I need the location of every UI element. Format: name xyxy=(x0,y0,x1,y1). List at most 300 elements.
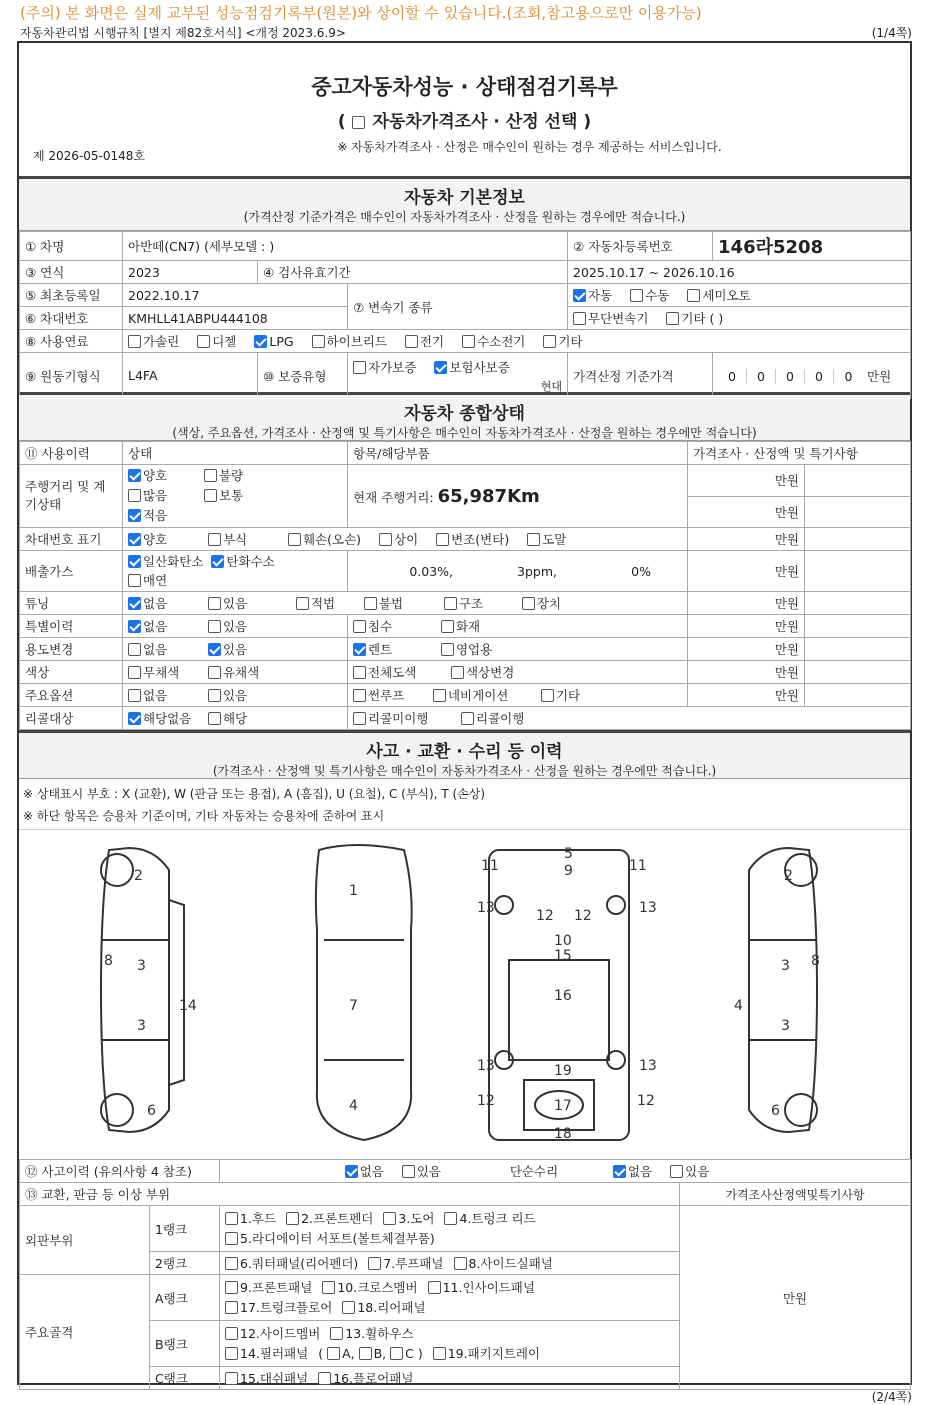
part-7-checkbox[interactable] xyxy=(368,1257,381,1270)
trans-etc-label: 기타 ( ) xyxy=(681,311,724,326)
rankB-label: B랭크 xyxy=(150,1321,220,1367)
warranty-self-label: 자가보증 xyxy=(368,359,417,375)
part-19-checkbox[interactable] xyxy=(433,1347,446,1360)
overall-header xyxy=(19,395,910,441)
recall-options xyxy=(123,707,348,730)
recall-done-label: 리콜이행 xyxy=(475,711,525,726)
part-12-checkbox[interactable] xyxy=(225,1327,238,1340)
co-label: 일산화탄소 xyxy=(143,554,204,569)
tuning-structure-label: 구조 xyxy=(458,596,484,611)
svg-text:14: 14 xyxy=(179,998,197,1014)
svg-text:12: 12 xyxy=(574,908,592,924)
part-18-checkbox[interactable] xyxy=(342,1301,355,1314)
hc-value: 3ppm, xyxy=(517,563,557,579)
color-change-checkbox[interactable] xyxy=(451,666,464,679)
subtitle-text: 자동차가격조사 · 산정 선택 xyxy=(372,112,578,132)
regulation-line: 자동차관리법 시행규칙 [별지 제82호서식] <개정 2023.6.9> xyxy=(20,26,346,40)
vin-good-checkbox[interactable] xyxy=(128,533,141,546)
part-5-label: 5.라디에이터 서포트(볼트체결부품) xyxy=(240,1230,435,1246)
svg-text:12: 12 xyxy=(637,1093,655,1109)
special-exist-checkbox[interactable] xyxy=(208,620,221,633)
inspection-record-frame xyxy=(17,41,912,1385)
rank2-label: 2랭크 xyxy=(150,1252,220,1275)
tuning-none-checkbox[interactable] xyxy=(128,597,141,610)
fuel-diesel-checkbox[interactable] xyxy=(197,335,210,348)
mileage-text: 현재 주행거리: xyxy=(353,489,434,505)
pillar-a-label: A, xyxy=(342,1345,355,1361)
recall-na-label: 해당없음 xyxy=(143,711,192,726)
part-18-label: 18.리어패널 xyxy=(357,1299,426,1315)
page-title: 중고자동차성능 · 상태점검기록부 xyxy=(311,75,618,99)
svg-text:4: 4 xyxy=(734,998,743,1014)
usage-exist-checkbox[interactable] xyxy=(208,643,221,656)
part-4-checkbox[interactable] xyxy=(444,1212,457,1225)
vin-smeared-label: 도말 xyxy=(542,532,567,547)
smoke-label: 매연 xyxy=(143,573,168,588)
accident-history-options xyxy=(220,1160,911,1183)
vin-altered-checkbox[interactable] xyxy=(436,533,449,546)
svg-text:9: 9 xyxy=(564,863,573,879)
fuel-hybrid-label: 하이브리드 xyxy=(326,334,387,349)
simple-exist-label: 있음 xyxy=(685,1164,710,1179)
recall-applicable-label: 해당 xyxy=(222,711,248,726)
svg-text:13: 13 xyxy=(477,1058,495,1074)
option-etc-label: 기타 xyxy=(555,688,581,703)
color-price-unit: 만원 xyxy=(688,661,805,684)
basic-info-title: 자동차 기본정보 xyxy=(404,188,525,208)
price-value xyxy=(713,353,911,399)
svg-text:1: 1 xyxy=(349,883,358,899)
accident-title: 사고 · 교환 · 수리 등 이력 xyxy=(366,742,563,762)
sunroof-checkbox[interactable] xyxy=(353,689,366,702)
fuel-lpg-label: LPG xyxy=(269,334,294,349)
part-7-label: 7.루프패널 xyxy=(383,1256,444,1271)
vin-altered-label: 변조(변타) xyxy=(451,532,510,547)
vin-differ-checkbox[interactable] xyxy=(379,533,392,546)
pillar-paren-close: ) xyxy=(417,1345,423,1361)
pillar-c-checkbox[interactable] xyxy=(390,1347,403,1360)
rent-checkbox[interactable] xyxy=(353,643,366,656)
trans-cvt-checkbox[interactable] xyxy=(573,312,586,325)
tuning-price-unit: 만원 xyxy=(688,592,805,615)
trans-semi-checkbox[interactable] xyxy=(687,289,700,302)
svg-text:11: 11 xyxy=(481,858,499,874)
business-checkbox[interactable] xyxy=(441,643,454,656)
color-items xyxy=(348,661,688,684)
hc-checkbox[interactable] xyxy=(211,555,224,568)
fuel-etc-checkbox[interactable] xyxy=(543,335,556,348)
title-block xyxy=(19,43,910,179)
warranty-company: 현대 xyxy=(540,379,563,393)
subtitle xyxy=(19,107,910,132)
price-header: 가격조사 · 산정액 및 특기사항 xyxy=(688,442,911,465)
special-none-label: 없음 xyxy=(143,619,168,634)
achromatic-label: 무채색 xyxy=(143,665,180,680)
mileage-many-checkbox[interactable] xyxy=(128,489,141,502)
usage-price-unit: 만원 xyxy=(688,638,805,661)
special-none-checkbox[interactable] xyxy=(128,620,141,633)
vin-good-label: 양호 xyxy=(143,532,168,547)
simple-none-label: 없음 xyxy=(627,1164,653,1179)
trans-semi-label: 세미오토 xyxy=(702,288,751,303)
valid-label: ④ 검사유효기간 xyxy=(258,261,568,284)
fuel-gasoline-label: 가솔린 xyxy=(143,334,180,349)
subtitle-paren-close: ) xyxy=(583,112,592,132)
usage-exist-label: 있음 xyxy=(222,642,248,657)
overall-table xyxy=(19,441,911,730)
mileage-note xyxy=(805,465,911,497)
vin-mark-options xyxy=(123,528,688,551)
top-view xyxy=(316,845,412,1140)
co-value: 0.03%, xyxy=(409,563,453,579)
car-diagram xyxy=(19,829,910,1159)
accident-header xyxy=(19,733,910,779)
vin-rust-label: 부식 xyxy=(222,532,248,547)
rankA-label: A랭크 xyxy=(150,1275,220,1321)
part-15-label: 15.대쉬패널 xyxy=(240,1371,309,1386)
special-label: 특별이력 xyxy=(20,615,123,638)
rankB-parts xyxy=(220,1321,680,1367)
option-none-checkbox[interactable] xyxy=(128,689,141,702)
usage-label: 용도변경 xyxy=(20,638,123,661)
tuning-legal-checkbox[interactable] xyxy=(296,597,309,610)
frame-label: 주요골격 xyxy=(20,1275,150,1390)
usage-items xyxy=(348,638,688,661)
trans-options-row1 xyxy=(568,284,911,307)
simple-none-checkbox[interactable] xyxy=(613,1165,626,1178)
vin-mark-label: 차대번호 표기 xyxy=(20,528,123,551)
fire-label: 화재 xyxy=(455,619,481,634)
mileage-good-checkbox[interactable] xyxy=(128,469,141,482)
full-paint-label: 전체도색 xyxy=(368,665,417,680)
svg-text:4: 4 xyxy=(349,1098,358,1114)
part-14-checkbox[interactable] xyxy=(225,1347,238,1360)
part-15-checkbox[interactable] xyxy=(225,1372,238,1385)
svg-text:12: 12 xyxy=(536,908,554,924)
rankA-parts xyxy=(220,1275,680,1321)
vin-value: KMHLL41ABPU444108 xyxy=(123,307,348,330)
svg-text:3: 3 xyxy=(137,1018,146,1034)
accident-exist-checkbox[interactable] xyxy=(402,1165,415,1178)
svg-text:11: 11 xyxy=(629,858,647,874)
hc-label: 탄화수소 xyxy=(226,554,275,569)
emission-options xyxy=(123,551,348,592)
page-number-top: (1/4쪽) xyxy=(871,26,912,40)
part-8-checkbox[interactable] xyxy=(454,1257,467,1270)
first-reg-value: 2022.10.17 xyxy=(123,284,348,307)
tuning-none-label: 없음 xyxy=(143,596,168,611)
accident-none-label: 없음 xyxy=(359,1164,384,1179)
part-13-label: 13.휠하우스 xyxy=(345,1325,414,1341)
valid-value: 2025.10.17 ~ 2026.10.16 xyxy=(568,261,911,284)
trans-auto-checkbox[interactable] xyxy=(573,289,586,302)
recall-done-checkbox[interactable] xyxy=(461,712,474,725)
fuel-options xyxy=(123,330,911,353)
mileage-bad-checkbox[interactable] xyxy=(204,469,217,482)
color-options xyxy=(123,661,348,684)
recall-applicable-checkbox[interactable] xyxy=(208,712,221,725)
option-items xyxy=(348,684,688,707)
price-digit: 0 xyxy=(718,369,747,384)
vin-note xyxy=(805,528,911,551)
trans-manual-checkbox[interactable] xyxy=(630,289,643,302)
accident-none-checkbox[interactable] xyxy=(345,1165,358,1178)
fire-checkbox[interactable] xyxy=(441,620,454,633)
smoke-checkbox[interactable] xyxy=(128,574,141,587)
part-1-label: 1.후드 xyxy=(240,1210,277,1226)
year-value: 2023 xyxy=(123,261,258,284)
sunroof-label: 썬루프 xyxy=(368,688,405,703)
smoke-value: 0% xyxy=(631,563,651,579)
side-view-left xyxy=(101,848,184,1132)
mileage-normal-checkbox[interactable] xyxy=(204,489,217,502)
emission-price-unit: 만원 xyxy=(688,551,805,592)
part-4-label: 4.트렁크 리드 xyxy=(459,1210,536,1226)
svg-text:12: 12 xyxy=(477,1093,495,1109)
page-number-bottom: (2/4쪽) xyxy=(871,1390,912,1404)
part-2-label: 2.프론트펜더 xyxy=(301,1210,374,1226)
mileage-good-label: 양호 xyxy=(143,468,168,483)
basic-info-section xyxy=(19,179,910,395)
price-check-checkbox[interactable] xyxy=(352,116,365,129)
exchange-price-note: 가격조사산정액및특기사항 xyxy=(680,1183,911,1206)
part-6-label: 6.쿼터패널(리어펜더) xyxy=(240,1256,359,1271)
special-options xyxy=(123,615,348,638)
vin-price-unit: 만원 xyxy=(688,528,805,551)
outer-label: 외판부위 xyxy=(20,1206,150,1275)
svg-text:3: 3 xyxy=(137,958,146,974)
warranty-self-checkbox[interactable] xyxy=(353,361,366,374)
part-3-checkbox[interactable] xyxy=(383,1212,396,1225)
part-17-label: 17.트렁크플로어 xyxy=(240,1299,333,1315)
part-13-checkbox[interactable] xyxy=(330,1327,343,1340)
vin-label: ⑥ 차대번호 xyxy=(20,307,123,330)
chromatic-checkbox[interactable] xyxy=(208,666,221,679)
svg-text:15: 15 xyxy=(554,948,572,964)
mileage-bad-label: 불량 xyxy=(219,468,244,483)
status-header: 상태 xyxy=(123,442,348,465)
part-10-checkbox[interactable] xyxy=(322,1281,335,1294)
pillar-b-label: B, xyxy=(373,1345,387,1361)
mileage-few-label: 적음 xyxy=(143,508,168,523)
part-5-checkbox[interactable] xyxy=(225,1232,238,1245)
svg-text:3: 3 xyxy=(781,958,790,974)
part-11-label: 11.인사이드패널 xyxy=(442,1279,535,1295)
legend-note: ※ 하단 항목은 승용차 기준이며, 기타 자동차는 승용차에 준하여 표시 xyxy=(23,809,385,823)
part-1-checkbox[interactable] xyxy=(225,1212,238,1225)
navigation-label: 네비게이션 xyxy=(447,688,509,703)
price-label: 가격산정 기준가격 xyxy=(568,353,713,399)
svg-text:18: 18 xyxy=(554,1126,572,1142)
trans-label: ⑦ 변속기 종류 xyxy=(348,284,568,330)
rank2-parts xyxy=(220,1252,680,1275)
mileage-many-label: 많음 xyxy=(143,488,168,503)
achromatic-checkbox[interactable] xyxy=(128,666,141,679)
basic-info-header xyxy=(19,179,910,231)
tuning-structure-checkbox[interactable] xyxy=(444,597,457,610)
gauge-note xyxy=(805,496,911,528)
recall-na-checkbox[interactable] xyxy=(128,712,141,725)
subtitle-note: ※ 자동차가격조사 · 산정은 매수인이 원하는 경우 제공하는 서비스입니다. xyxy=(337,140,722,154)
part-16-label: 16.플로어패널 xyxy=(333,1371,414,1386)
price-digit: 0 xyxy=(747,369,776,384)
part-6-checkbox[interactable] xyxy=(225,1257,238,1270)
mileage-value: 65,987Km xyxy=(437,485,540,507)
warranty-label: ⑩ 보증유형 xyxy=(258,353,348,399)
vin-rust-checkbox[interactable] xyxy=(208,533,221,546)
pillar-c-label: C xyxy=(405,1345,414,1361)
part-17-checkbox[interactable] xyxy=(225,1301,238,1314)
notice-banner: (주의) 본 화면은 실제 교부된 성능점검기록부(원본)와 상이할 수 있습니다.(조회,참고용으로만 이용가능) xyxy=(20,4,702,22)
emission-note xyxy=(805,551,911,592)
vin-damaged-checkbox[interactable] xyxy=(288,533,301,546)
overall-section xyxy=(19,395,910,733)
reg-no-label: ② 자동차등록번호 xyxy=(568,232,713,261)
chromatic-label: 유채색 xyxy=(222,665,260,680)
subtitle-paren-open: ( xyxy=(337,112,346,132)
special-items xyxy=(348,615,688,638)
engine-label: ⑨ 원동기형식 xyxy=(20,353,123,399)
simple-exist-checkbox[interactable] xyxy=(670,1165,683,1178)
rankC-parts xyxy=(220,1367,680,1390)
svg-text:10: 10 xyxy=(554,933,572,949)
option-options xyxy=(123,684,348,707)
fuel-hybrid-checkbox[interactable] xyxy=(312,335,325,348)
svg-text:13: 13 xyxy=(639,1058,657,1074)
accident-exist-label: 있음 xyxy=(416,1164,442,1179)
basic-info-table xyxy=(19,231,911,399)
trans-etc-checkbox[interactable] xyxy=(666,312,679,325)
usage-none-checkbox[interactable] xyxy=(128,643,141,656)
usage-note xyxy=(805,638,911,661)
vin-differ-label: 상이 xyxy=(394,532,419,547)
tuning-legal-label: 적법 xyxy=(310,596,336,611)
price-digit: 0 xyxy=(805,369,834,384)
color-label: 색상 xyxy=(20,661,123,684)
trans-auto-label: 자동 xyxy=(588,288,613,303)
option-exist-checkbox[interactable] xyxy=(208,689,221,702)
trans-cvt-label: 무단변속기 xyxy=(588,311,649,326)
accident-section xyxy=(19,733,910,1386)
mileage-few-checkbox[interactable] xyxy=(128,509,141,522)
mileage-price-unit: 만원 xyxy=(688,465,805,497)
special-note xyxy=(805,615,911,638)
tuning-device-checkbox[interactable] xyxy=(522,597,535,610)
option-exist-label: 있음 xyxy=(222,688,248,703)
price-digit: 0 xyxy=(776,369,805,384)
part-12-label: 12.사이드멤버 xyxy=(240,1325,321,1341)
fuel-lpg-checkbox[interactable] xyxy=(254,335,267,348)
part-3-label: 3.도어 xyxy=(398,1210,435,1226)
svg-text:19: 19 xyxy=(554,1063,572,1079)
usage-options xyxy=(123,638,348,661)
first-reg-label: ⑤ 최초등록일 xyxy=(20,284,123,307)
rank1-label: 1랭크 xyxy=(150,1206,220,1252)
tuning-illegal-checkbox[interactable] xyxy=(364,597,377,610)
svg-text:13: 13 xyxy=(477,900,495,916)
tuning-exist-checkbox[interactable] xyxy=(208,597,221,610)
gauge-price-unit: 만원 xyxy=(688,496,805,528)
svg-text:5: 5 xyxy=(564,846,573,862)
part-8-label: 8.사이드실패널 xyxy=(468,1256,553,1271)
flood-label: 침수 xyxy=(368,619,393,634)
emission-values xyxy=(348,551,688,592)
fuel-electric-label: 전기 xyxy=(419,334,445,349)
tuning-exist-label: 있음 xyxy=(222,596,248,611)
option-label: 주요옵션 xyxy=(20,684,123,707)
flood-checkbox[interactable] xyxy=(353,620,366,633)
recall-items xyxy=(348,707,911,730)
full-paint-checkbox[interactable] xyxy=(353,666,366,679)
svg-text:6: 6 xyxy=(771,1103,780,1119)
svg-text:7: 7 xyxy=(349,998,358,1014)
price-digit: 0 xyxy=(844,368,853,384)
basic-info-subtitle: (가격산정 기준가격은 매수인이 자동차가격조사 · 산정을 원하는 경우에만 적습니다.) xyxy=(243,210,686,224)
option-price-unit: 만원 xyxy=(688,684,805,707)
price-unit: 만원 xyxy=(867,368,892,384)
fuel-gasoline-checkbox[interactable] xyxy=(128,335,141,348)
svg-text:8: 8 xyxy=(104,953,113,969)
pillar-paren-open: ( xyxy=(318,1345,324,1361)
rank1-parts xyxy=(220,1206,680,1252)
svg-text:3: 3 xyxy=(781,1018,790,1034)
engine-value: L4FA xyxy=(123,353,258,399)
navigation-checkbox[interactable] xyxy=(433,689,446,702)
warranty-insurance-checkbox[interactable] xyxy=(434,361,447,374)
fuel-electric-checkbox[interactable] xyxy=(405,335,418,348)
part-11-checkbox[interactable] xyxy=(428,1281,441,1294)
option-etc-checkbox[interactable] xyxy=(541,689,554,702)
color-change-label: 색상변경 xyxy=(465,665,515,680)
tuning-device-label: 장치 xyxy=(536,596,562,611)
svg-text:6: 6 xyxy=(147,1103,156,1119)
svg-text:13: 13 xyxy=(639,900,657,916)
fuel-label: ⑧ 사용연료 xyxy=(20,330,123,353)
usage-history-header: ⑪ 사용이력 xyxy=(20,442,123,465)
car-name-value: 아반떼(CN7) (세부모델 : ) xyxy=(123,232,568,261)
accident-table xyxy=(19,1159,911,1390)
side-view-right xyxy=(749,848,817,1132)
svg-text:17: 17 xyxy=(554,1098,572,1114)
pillar-a-checkbox[interactable] xyxy=(327,1347,340,1360)
mileage-label: 주행거리 및 계기상태 xyxy=(20,465,123,528)
part-9-label: 9.프론트패널 xyxy=(240,1279,313,1295)
option-note xyxy=(805,684,911,707)
vin-smeared-checkbox[interactable] xyxy=(527,533,540,546)
fuel-hydrogen-checkbox[interactable] xyxy=(462,335,475,348)
accident-subtitle: (가격조사 · 산정액 및 특기사항은 매수인이 자동차가격조사 · 산정을 원하는 경우에만 적습니다.) xyxy=(212,764,717,778)
mileage-normal-label: 보통 xyxy=(219,488,244,503)
special-exist-label: 있음 xyxy=(222,619,248,634)
option-none-label: 없음 xyxy=(143,688,168,703)
usage-none-label: 없음 xyxy=(143,642,168,657)
svg-text:8: 8 xyxy=(811,953,820,969)
exchange-price-unit: 만원 xyxy=(680,1206,911,1390)
part-9-checkbox[interactable] xyxy=(225,1281,238,1294)
pillar-b-checkbox[interactable] xyxy=(359,1347,372,1360)
recall-not-checkbox[interactable] xyxy=(353,712,366,725)
overall-subtitle: (색상, 주요옵션, 가격조사 · 산정액 및 특기사항은 매수인이 자동차가격조사 · 산정을 원하는 경우에만 적습니다) xyxy=(172,426,757,440)
item-header: 항목/해당부품 xyxy=(348,442,688,465)
part-2-checkbox[interactable] xyxy=(286,1212,299,1225)
part-10-label: 10.크로스멤버 xyxy=(337,1279,418,1295)
co-checkbox[interactable] xyxy=(128,555,141,568)
part-19-label: 19.패키지트레이 xyxy=(447,1345,541,1361)
overall-title: 자동차 종합상태 xyxy=(404,404,525,424)
car-name-label: ① 차명 xyxy=(20,232,123,261)
part-16-checkbox[interactable] xyxy=(318,1372,331,1385)
document-number: 제 2026-05-0148호 xyxy=(33,149,146,163)
